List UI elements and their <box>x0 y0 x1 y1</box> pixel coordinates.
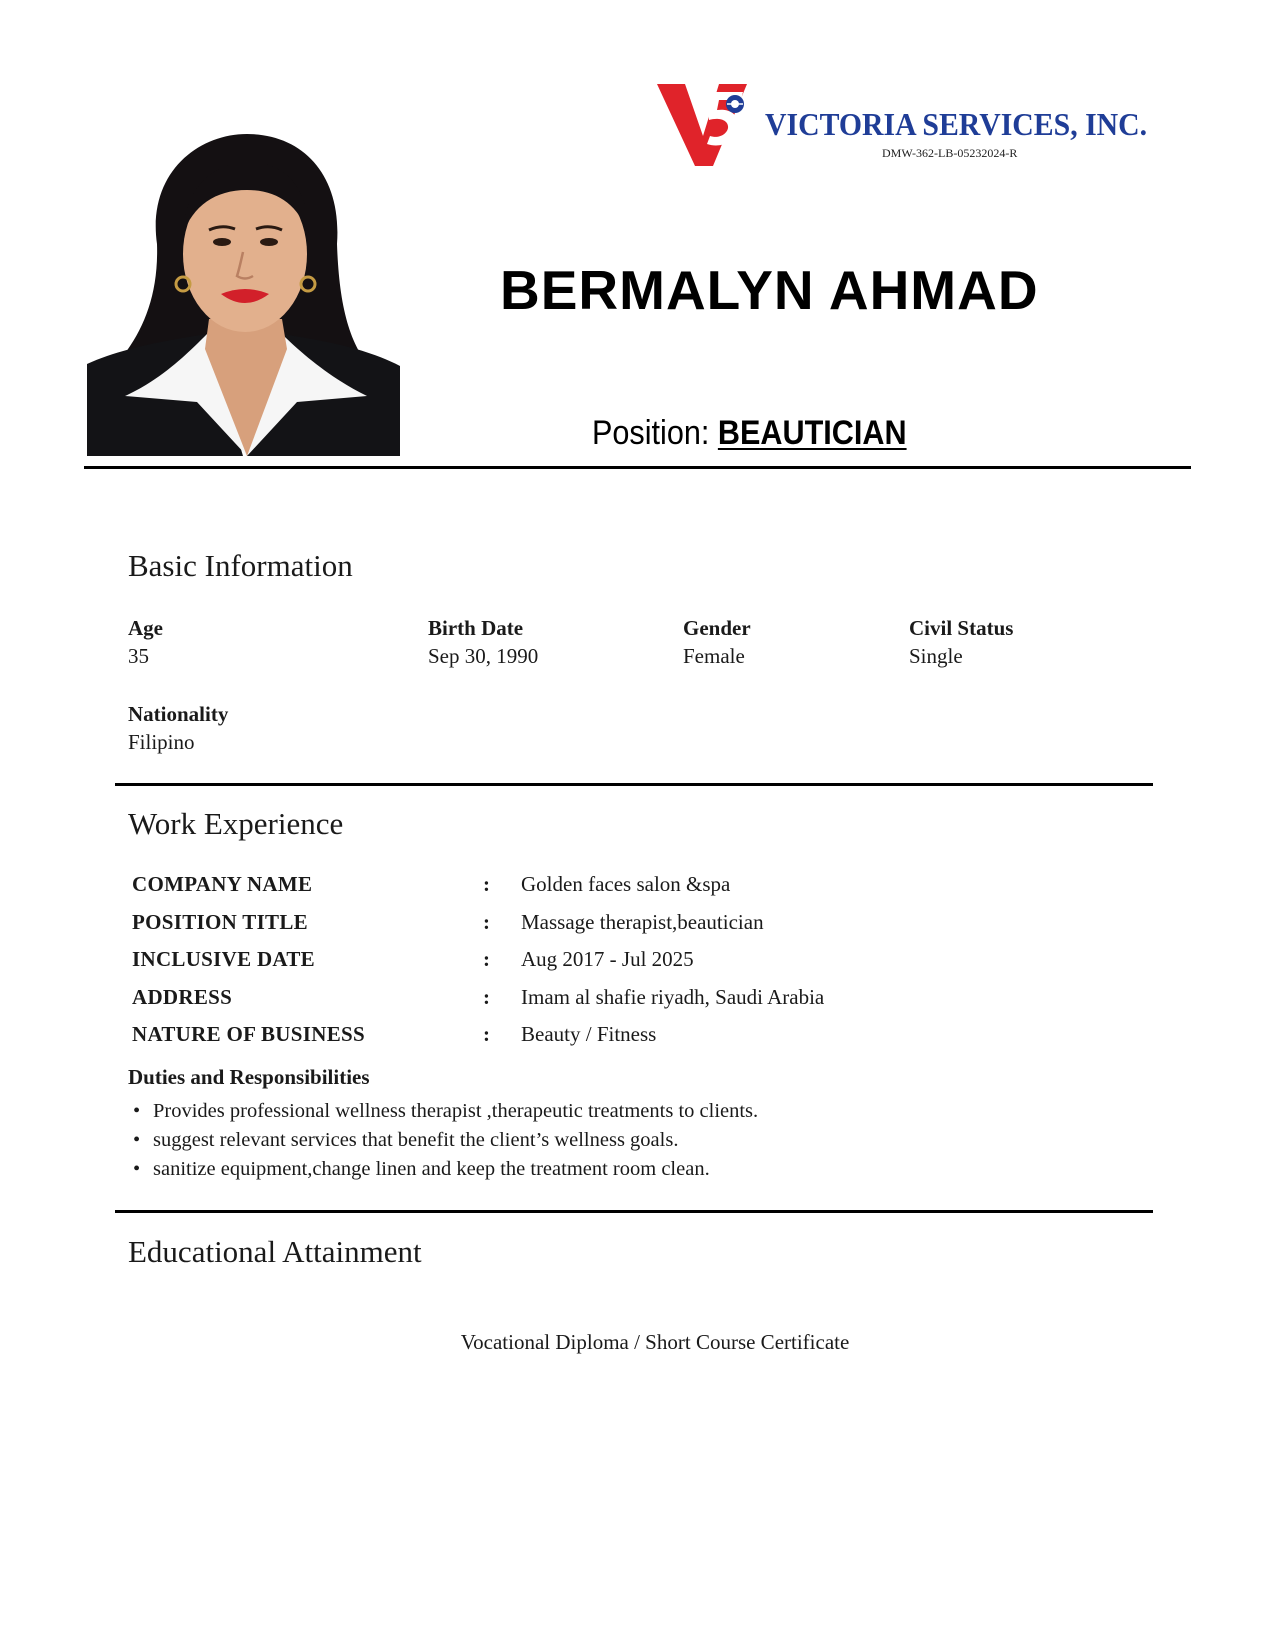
field-birth-date <box>428 614 538 670</box>
position-line <box>592 414 907 453</box>
work-key: NATURE OF BUSINESS <box>132 1022 365 1046</box>
license-number: DMW-362-LB-05232024-R <box>882 146 1018 160</box>
work-experience-table <box>132 870 1032 1058</box>
field-value: Single <box>909 644 963 668</box>
duties-list <box>133 1097 758 1184</box>
work-key: POSITION TITLE <box>132 909 308 934</box>
applicant-photo <box>87 134 400 456</box>
work-value: Aug 2017 - Jul 2025 <box>521 947 694 971</box>
field-label: Age <box>128 616 163 640</box>
duties-heading: Duties and Responsibilities <box>128 1065 370 1089</box>
work-key: COMPANY NAME <box>132 872 313 896</box>
work-value: Imam al shafie riyadh, Saudi Arabia <box>521 984 825 1009</box>
position-value: BEAUTICIAN <box>717 414 907 452</box>
work-value: Massage therapist,beautician <box>521 909 764 934</box>
work-separator: : <box>483 947 490 971</box>
work-separator: : <box>483 872 490 896</box>
field-value: Filipino <box>128 730 195 754</box>
list-item <box>133 1126 758 1155</box>
field-value: Sep 30, 1990 <box>428 644 539 668</box>
field-nationality <box>128 700 228 756</box>
education-value: Vocational Diploma / Short Course Certificate <box>460 1330 850 1354</box>
field-age <box>128 614 163 670</box>
company-header <box>657 80 1148 170</box>
work-row-inclusive-date <box>132 945 1032 983</box>
victoria-services-logo-icon <box>657 82 749 168</box>
bullet-icon: • <box>133 1129 141 1151</box>
field-gender <box>683 614 751 670</box>
duty-text: suggest relevant services that benefit the client’s wellness goals. <box>153 1129 679 1151</box>
work-key: INCLUSIVE DATE <box>132 947 315 971</box>
bullet-icon: • <box>133 1100 141 1122</box>
work-separator: : <box>483 984 490 1009</box>
company-name: VICTORIA SERVICES, INC. <box>765 106 1148 142</box>
section-divider <box>115 1210 1153 1213</box>
duty-text: sanitize equipment,change linen and keep the treatment room clean. <box>153 1158 710 1180</box>
work-separator: : <box>483 1022 490 1046</box>
educational-attainment-heading: Educational Attainment <box>128 1234 422 1269</box>
work-row-position-title <box>132 908 1032 946</box>
bullet-icon: • <box>133 1158 141 1180</box>
field-value: Female <box>683 644 745 668</box>
work-separator: : <box>483 909 490 934</box>
section-divider <box>115 783 1153 786</box>
position-label: Position: <box>592 414 718 452</box>
field-label: Birth Date <box>428 616 524 640</box>
work-experience-heading: Work Experience <box>128 806 344 841</box>
list-item <box>133 1097 758 1126</box>
work-value: Beauty / Fitness <box>521 1022 657 1046</box>
work-key: ADDRESS <box>132 984 233 1009</box>
field-value: 35 <box>128 644 149 668</box>
field-civil-status <box>909 614 1013 670</box>
work-row-nature-of-business <box>132 1020 1032 1058</box>
work-row-address <box>132 983 1032 1021</box>
work-value: Golden faces salon &spa <box>521 872 731 896</box>
duty-text: Provides professional wellness therapist ,therapeutic treatments to clients. <box>153 1100 759 1122</box>
field-label: Civil Status <box>909 616 1014 640</box>
person-photo-icon <box>87 134 400 456</box>
header-divider <box>84 466 1191 469</box>
candidate-name: BERMALYN AHMAD <box>500 259 1039 321</box>
field-label: Gender <box>683 616 751 640</box>
work-row-company-name <box>132 870 1032 908</box>
field-label: Nationality <box>128 702 229 726</box>
list-item <box>133 1155 758 1184</box>
basic-information-heading: Basic Information <box>128 548 353 583</box>
